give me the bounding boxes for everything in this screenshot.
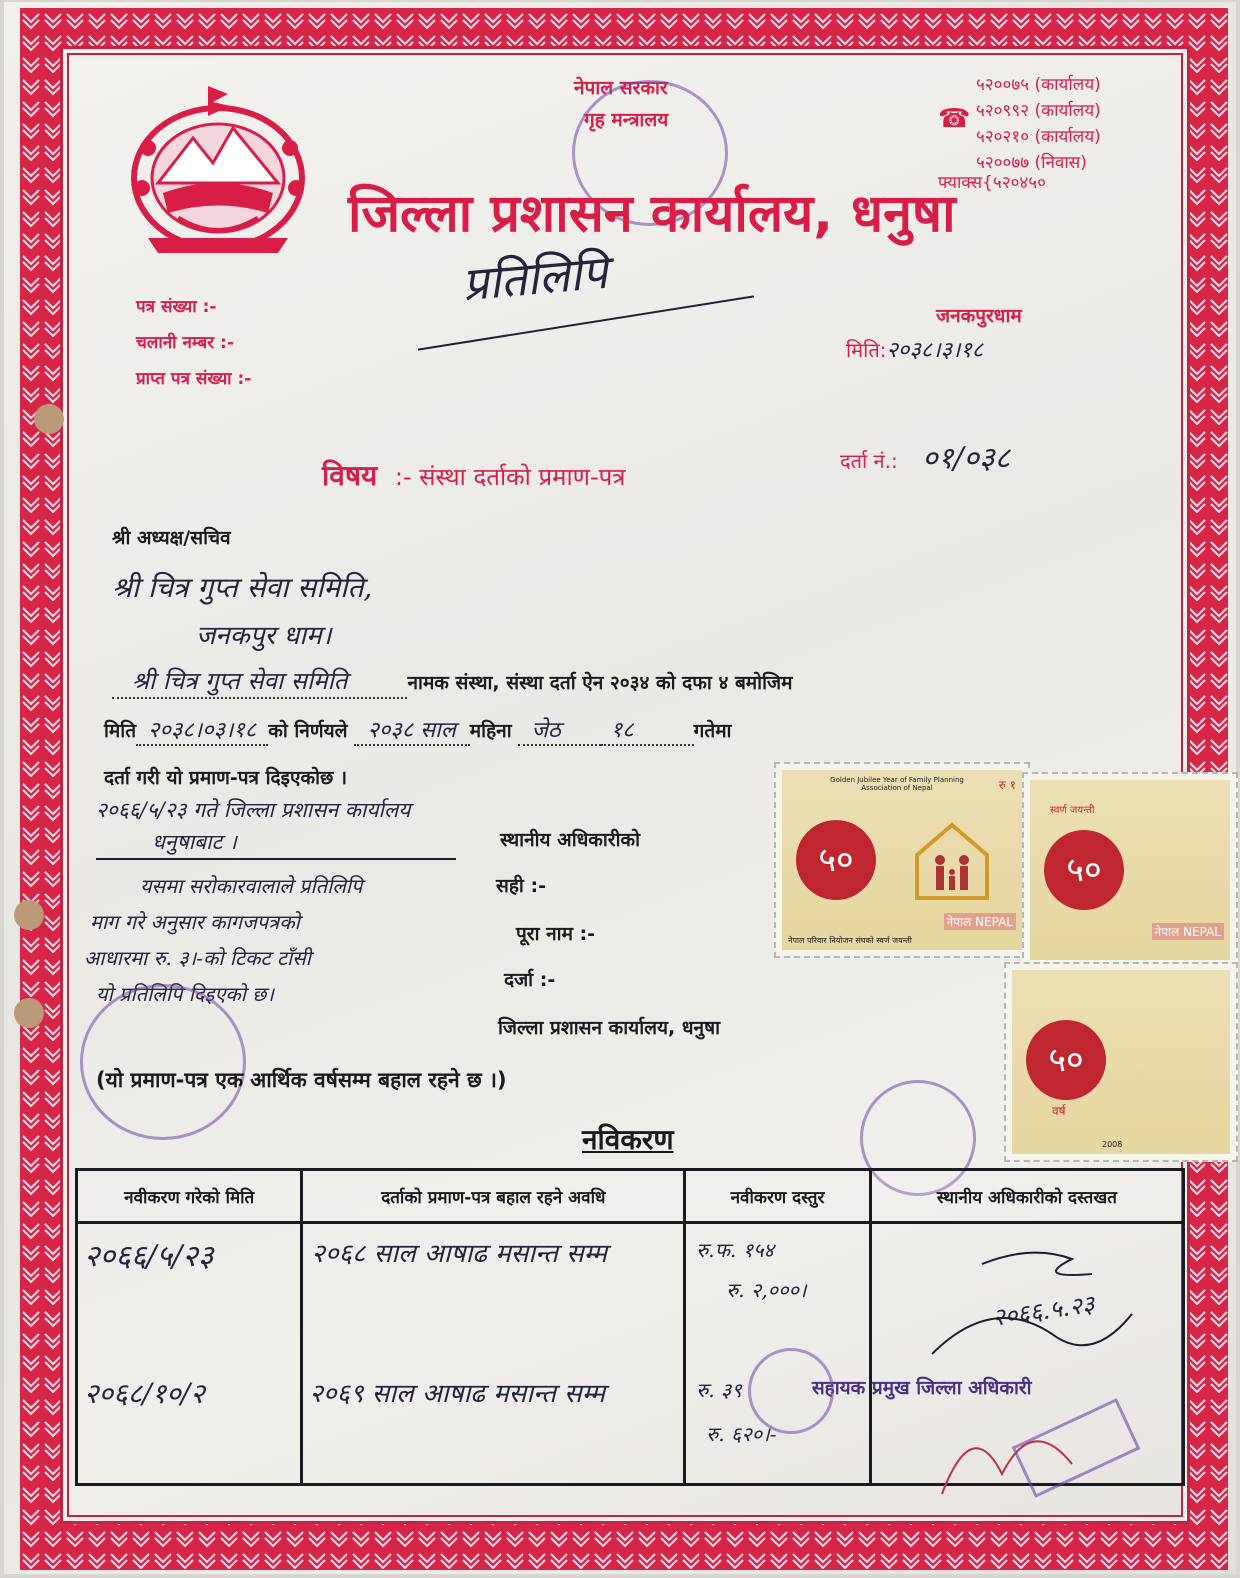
renewal-fee: रु.फ. १५४ [696,1238,774,1262]
phone-number: ५२००७७ (निवास) [976,153,1087,173]
subject-text: :- संस्था दर्ताको प्रमाण-पत्र [394,463,626,491]
renewal-fee: रु. ६२०।- [706,1422,777,1446]
subject-line [322,456,626,494]
authority-heading: स्थानीय अधिकारीको [500,829,641,851]
fax-number: ५२०४५० [992,173,1046,193]
phone-list [976,72,1101,176]
jubilee-numeral: ५० [1026,1020,1106,1100]
year-handwritten: २०३८ साल [354,714,470,746]
stamp-varsha: वर्ष [1052,1104,1066,1118]
stamp-bottom-text: नेपाल परिवार नियोजन संघको स्वर्ण जयन्ती [788,936,912,945]
darta-label: दर्ता नं.: [840,449,898,473]
office-seal-stamp [80,984,246,1140]
column-header: स्थानीय अधिकारीको दस्तखत [870,1170,1183,1223]
column-header: नवीकरण गरेको मिति [77,1170,302,1223]
renewal-fee: रु. ३९ [696,1378,742,1402]
phone-number: ५२०२१० (कार्यालय) [976,127,1101,147]
fax-line: फ्याक्स{५२०४५० [938,173,1046,193]
renewal-date: २०६६/५/२३ [84,1239,214,1274]
note-divider-line [96,858,456,860]
stamp-caption: Golden Jubilee Year of Family Planning Association of Nepal [830,776,964,792]
renewal-period: २०६९ साल आषाढ मसान्त सम्म [309,1379,606,1409]
darta-line [840,436,1010,477]
renewal-fee: रु. २,०००। [726,1278,807,1302]
date-line [846,334,983,364]
punch-hole [14,900,44,930]
registration-line-2 [104,714,731,746]
miti-value: २०३८।३।१८ [886,338,984,363]
renewal-title: नविकरण [582,1123,674,1156]
table-row [77,1223,1184,1482]
handwritten-note-2: धनुषाबाट । [152,830,237,854]
month-label: महिना [469,720,512,742]
darta-value: ०१/०३८ [922,441,1011,476]
renewal-period: २०६८ साल आषाढ मसान्त सम्म [311,1239,608,1269]
fax-label: फ्याक्स [938,173,983,193]
authority-sahi: सही :- [496,875,546,897]
location-label: जनकपुरधाम [936,305,1022,327]
stamp-year: 2008 [1102,1140,1123,1149]
addressee-line-1: श्री चित्र गुप्त सेवा समिति, [112,571,373,604]
family-house-icon [912,820,992,900]
stamp-country: नेपाल NEPAL [1152,923,1224,940]
decision-date-handwritten: २०३८।०३।१८ [136,714,268,746]
addressee-line-2: जनकपुर धाम। [196,621,332,651]
phone-number: ५२००७५ (कार्यालय) [976,75,1101,95]
validity-note: (यो प्रमाण-पत्र एक आर्थिक वर्षसम्म बहाल रहने छ ।) [96,1068,507,1092]
renewal-table [75,1168,1185,1486]
jubilee-numeral: ५० [796,820,876,900]
day-handwritten: १८ [601,714,694,746]
signature-date: २०६६.५.२३ [990,1289,1096,1333]
org-name-handwritten: श्री चित्र गुप्त सेवा समिति [112,664,407,699]
chalani-label: चलानी नम्बर :- [136,333,234,353]
patra-sankhya-label: पत्र संख्या :- [136,297,217,317]
office-title: जिल्ला प्रशासन कार्यालय, धनुषा [348,184,956,244]
handwritten-note-4: माग गरे अनुसार कागजपत्रको [90,910,300,934]
stamp-country: नेपाल NEPAL [944,913,1016,930]
certify-line: दर्ता गरी यो प्रमाण-पत्र दिइएकोछ । [104,767,348,789]
round-seal-stamp [748,1348,834,1434]
punch-hole [34,404,64,434]
punch-hole [14,998,44,1028]
official-seal-text: सहायक प्रमुख जिल्ला अधिकारी [811,1377,1032,1399]
table-header-row [77,1170,1184,1223]
authority-full-name: पूरा नाम :- [516,923,596,945]
renewal-period-cell [302,1223,685,1482]
copy-note-handwritten: प्रतिलिपि [460,244,610,312]
authority-rank: दर्जा :- [504,969,556,991]
salutation: श्री अध्यक्ष/सचिव [112,527,231,549]
authority-office: जिल्ला प्रशासन कार्यालय, धनुषा [498,1017,720,1039]
jubilee-numeral: ५० [1044,830,1124,910]
miti-label: मिति: [846,338,887,362]
decision-text: को निर्णयले [268,720,348,742]
renewal-date: २०६८/१०/२ [84,1377,205,1410]
handwritten-note-1: २०६६/५/२३ गते जिल्ला प्रशासन कार्यालय [96,798,411,822]
phone-icon: ☎ [938,104,971,134]
gate-label: गतेमा [693,720,732,742]
renewal-date-cell [77,1223,302,1482]
column-header: नवीकरण दस्तुर [685,1170,871,1223]
month-handwritten: जेठ [518,714,601,746]
ministry-line: गृह मन्त्रालय [584,109,669,131]
miti-prefix: मिति [104,720,137,742]
stamp-denomination: रु १ [998,778,1016,792]
phone-number: ५२०९९२ (कार्यालय) [976,101,1101,121]
handwritten-note-3: यसमा सरोकारवालाले प्रतिलिपि [140,874,363,898]
prapta-label: प्राप्त पत्र संख्या :- [136,369,252,389]
registration-line-1 [112,664,792,699]
postage-stamp [1004,962,1238,1162]
nepal-emblem-icon [118,78,318,258]
subject-label: विषय [322,459,378,492]
handwritten-note-6: यो प्रतिलिपि दिइएको छ। [96,982,274,1006]
postage-stamp [1022,772,1238,968]
column-header: दर्ताको प्रमाण-पत्र बहाल रहने अवधि [302,1170,685,1223]
postage-stamp [774,762,1030,958]
handwritten-note-5: आधारमा रु. ३।-को टिकट टाँसी [84,946,311,970]
govt-line: नेपाल सरकार [574,77,668,99]
stamp-jubilee-text: स्वर्ण जयन्ती [1050,805,1095,816]
org-suffix-text: नामक संस्था, संस्था दर्ता ऐन २०३४ को दफा ४ बमोजिम [407,672,793,694]
